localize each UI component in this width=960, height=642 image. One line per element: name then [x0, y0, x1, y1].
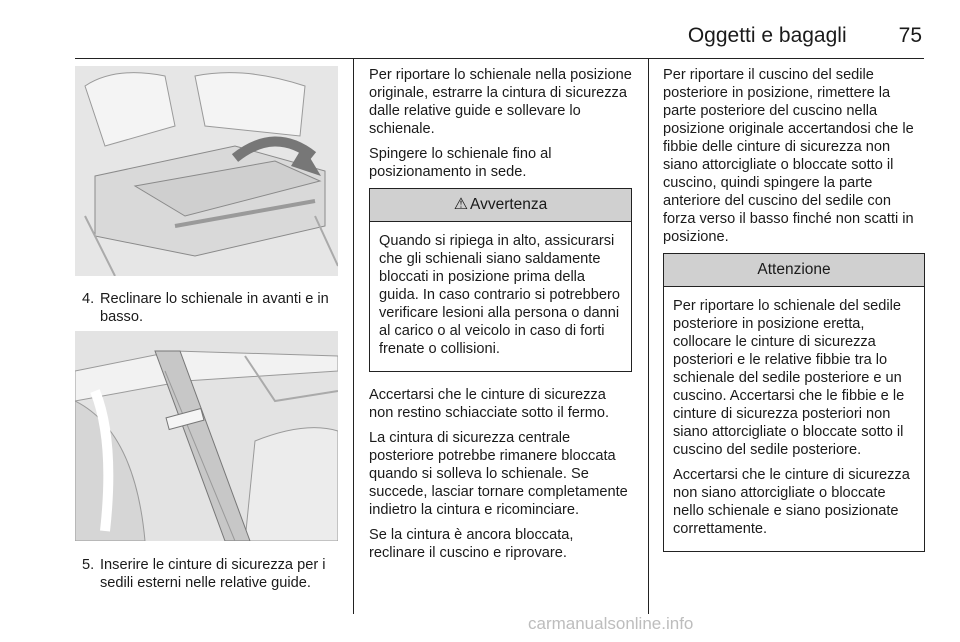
- notice-text: Per riportare lo schienale del sedile posteriore in posizione eretta, collocare le cinture di sicurezza posteriori e le relative fibbie tra lo schienale del sedile posteriore e un cuscino. Accertarsi che le fibbie e le cinture di sicurezza posteriori non siano attorcigliate o bloccate sotto il cuscino del sedile posteriore.: [673, 298, 905, 458]
- step-text: Inserire le cinture di sicurezza per i sedili esterni nelle relative guide.: [100, 557, 326, 591]
- notice-title: Attenzione: [664, 254, 924, 287]
- paragraph: Per riportare lo schienale nella posizione originale, estrarre la cintura di sicurezza dalle relative guide e sollevare lo schienale.: [369, 67, 632, 137]
- paragraph: La cintura di sicurezza centrale posteriore potrebbe rimanere bloccata quando si solleva lo schienale. Se succede, lasciar tornare completamente indietro la cintura e ricominciare.: [369, 430, 628, 518]
- page-header: [688, 24, 922, 48]
- notice-text: Accertarsi che le cinture di sicurezza non siano attorcigliate o bloccate nello schienale e siano posizionate correttamente.: [673, 467, 910, 537]
- column-divider-1: [353, 58, 354, 614]
- page-number: 75: [898, 24, 922, 47]
- middle-column: [369, 66, 632, 569]
- notice-box: [663, 253, 925, 552]
- step-text: Reclinare lo schienale in avanti e in basso.: [100, 291, 329, 325]
- step-5: [82, 556, 342, 592]
- column-divider-2: [648, 58, 649, 614]
- warning-title: [370, 189, 631, 222]
- watermark: carmanualsonline.info: [528, 614, 694, 633]
- header-rule: [75, 58, 924, 59]
- paragraph: Accertarsi che le cinture di sicurezza non restino schiacciate sotto il fermo.: [369, 387, 610, 421]
- warning-title-text: Avvertenza: [470, 196, 548, 213]
- warning-text: Quando si ripiega in alto, assicurarsi che gli schienali siano saldamente bloccati in posizione prima della guida. In caso contrario si potrebbero verificare lesioni alla persona o danni al carico o al veicolo in caso di forti frenate o collisioni.: [379, 233, 620, 357]
- seat-fold-illustration: [75, 66, 338, 276]
- warning-triangle-icon: ⚠: [453, 196, 469, 213]
- paragraph: Spingere lo schienale fino al posizionamento in sede.: [369, 146, 552, 180]
- step-number: 5.: [82, 557, 95, 573]
- step-number: 4.: [82, 291, 95, 307]
- paragraph: Per riportare il cuscino del sedile posteriore in posizione, rimettere la parte posteriore del cuscino nella posizione originale accertandosi che le fibbie delle cinture di sicurezza non siano attorcigliate o bloccate sotto il cuscino, quindi spingere la parte anteriore del cuscino del sedile con forza verso il basso finché non scatti in posizione.: [663, 67, 914, 245]
- section-title: Oggetti e bagagli: [687, 24, 847, 47]
- right-column: [663, 66, 925, 566]
- warning-box: [369, 188, 632, 372]
- paragraph: Se la cintura è ancora bloccata, reclinare il cuscino e riprovare.: [369, 527, 574, 561]
- belt-guide-illustration: [75, 331, 338, 541]
- step-4: [82, 290, 342, 326]
